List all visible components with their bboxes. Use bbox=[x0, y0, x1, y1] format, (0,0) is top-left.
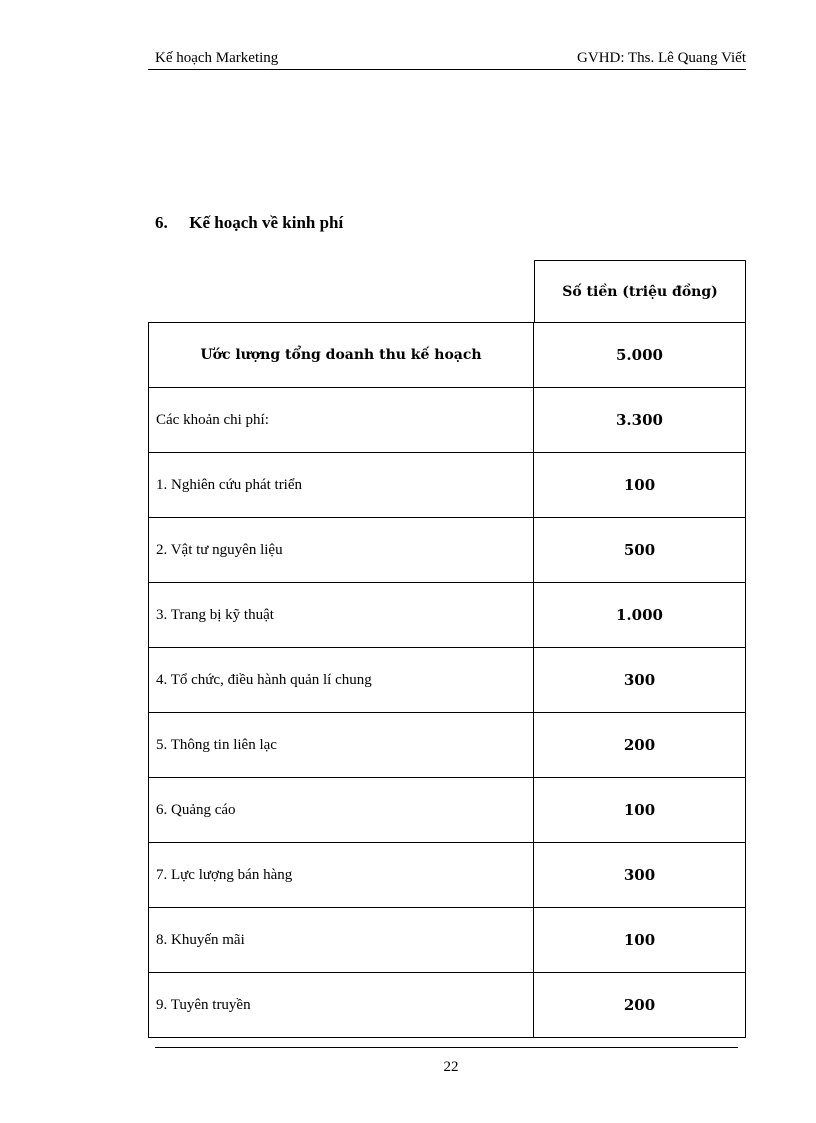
footer-divider bbox=[155, 1047, 738, 1048]
row-label: 6. Quảng cáo bbox=[149, 778, 534, 842]
header-divider bbox=[148, 69, 746, 70]
row-label: Các khoản chi phí: bbox=[149, 388, 534, 452]
table-row bbox=[149, 712, 745, 777]
table-row bbox=[149, 323, 745, 387]
section-heading bbox=[155, 213, 343, 233]
row-value: 3.300 bbox=[616, 411, 663, 429]
table-body bbox=[148, 322, 746, 1038]
header-title: Kế hoạch Marketing bbox=[155, 50, 279, 66]
row-value: 1.000 bbox=[616, 606, 663, 624]
row-label: 7. Lực lượng bán hàng bbox=[149, 843, 534, 907]
row-label: 3. Trang bị kỹ thuật bbox=[149, 583, 534, 647]
section-title: Kế hoạch về kinh phí bbox=[189, 213, 344, 232]
row-label: 8. Khuyến mãi bbox=[149, 908, 534, 972]
row-value: 300 bbox=[623, 671, 656, 689]
table-row bbox=[149, 842, 745, 907]
table-row bbox=[149, 647, 745, 712]
page-number: 22 bbox=[443, 1059, 459, 1075]
budget-table bbox=[148, 260, 746, 1038]
row-value: 100 bbox=[623, 476, 656, 494]
row-value: 300 bbox=[623, 866, 656, 884]
row-label: 2. Vật tư nguyên liệu bbox=[149, 518, 534, 582]
column-header-amount: Số tiền (triệu đồng) bbox=[534, 260, 746, 322]
row-value: 100 bbox=[623, 931, 656, 949]
table-row bbox=[149, 777, 745, 842]
section-number: 6. bbox=[155, 213, 168, 232]
row-label: Ước lượng tổng doanh thu kế hoạch bbox=[149, 323, 534, 387]
header-instructor: GVHD: Ths. Lê Quang Viết bbox=[577, 50, 746, 66]
row-value: 500 bbox=[623, 541, 656, 559]
table-row bbox=[149, 972, 745, 1037]
table-row bbox=[149, 582, 745, 647]
row-value: 200 bbox=[623, 736, 656, 754]
row-label: 5. Thông tin liên lạc bbox=[149, 713, 534, 777]
row-value: 200 bbox=[623, 996, 656, 1014]
table-row bbox=[149, 387, 745, 452]
row-value: 5.000 bbox=[616, 346, 663, 364]
table-row bbox=[149, 907, 745, 972]
table-row bbox=[149, 452, 745, 517]
row-label: 1. Nghiên cứu phát triển bbox=[149, 453, 534, 517]
row-label: 4. Tổ chức, điều hành quản lí chung bbox=[149, 648, 534, 712]
row-value: 100 bbox=[623, 801, 656, 819]
row-label: 9. Tuyên truyền bbox=[149, 973, 534, 1037]
table-row bbox=[149, 517, 745, 582]
